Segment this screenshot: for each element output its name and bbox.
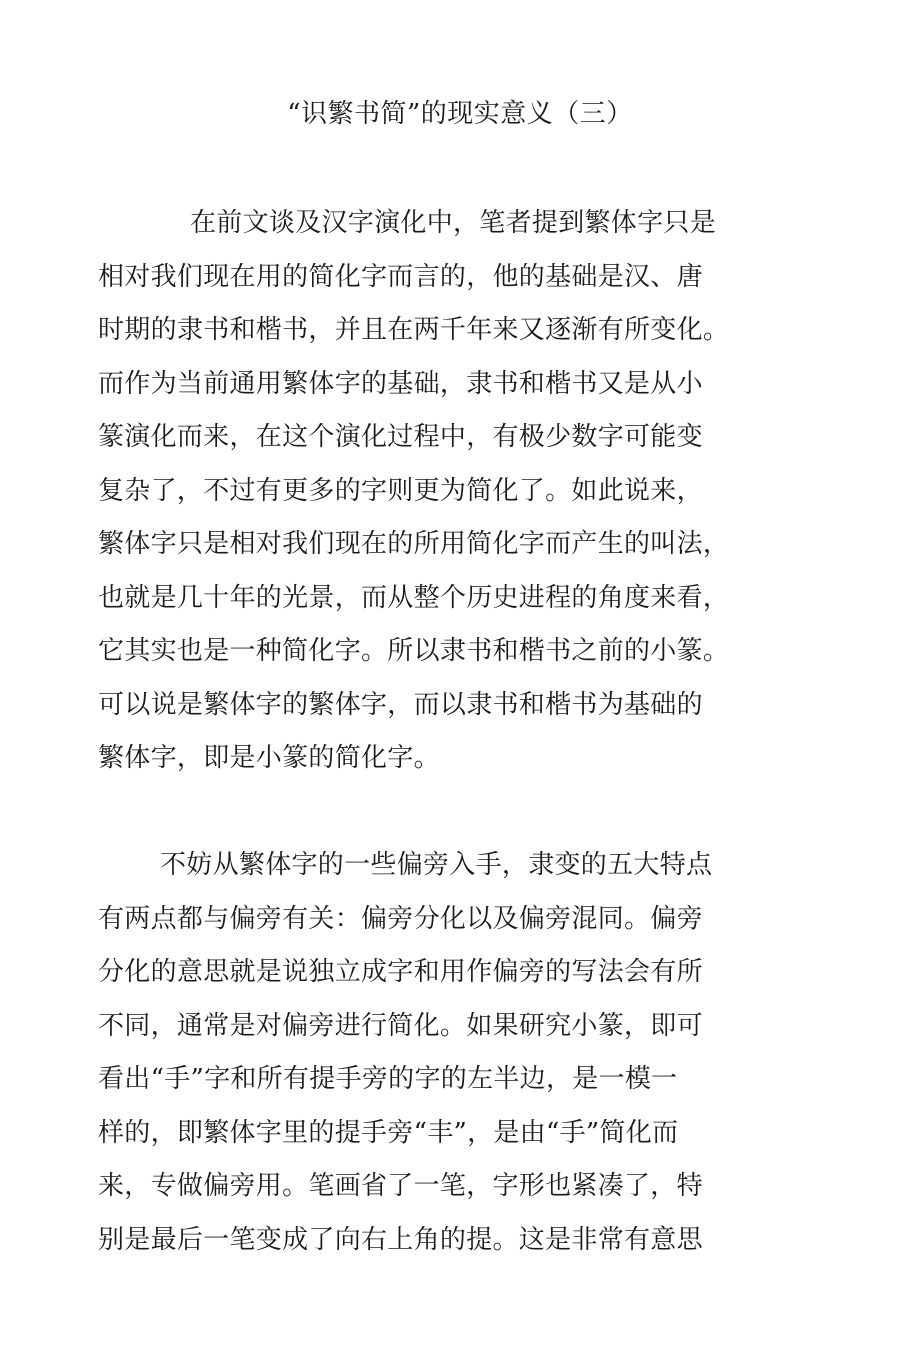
paragraph-line: 可以说是繁体字的繁体字，而以隶书和楷书为基础的: [98, 689, 703, 720]
paragraph-line: 样的，即繁体字里的提手旁“丰”，是由“手”简化而: [98, 1117, 679, 1148]
paragraph-line: 繁体字只是相对我们现在的所用简化字而产生的叫法，: [98, 529, 730, 559]
document-title: “识繁书简”的现实意义（三）: [287, 99, 633, 129]
paragraph-line: 分化的意思就是说独立成字和用作偏旁的写法会有所: [98, 957, 703, 987]
paragraph-line: 相对我们现在用的简化字而言的，他的基础是汉、唐: [98, 261, 703, 292]
paragraph-line: 别是最后一笔变成了向右上角的提。这是非常有意思: [98, 1224, 703, 1255]
paragraph-line: 也就是几十年的光景，而从整个历史进程的角度来看，: [98, 582, 730, 613]
paragraph-line: 而作为当前通用繁体字的基础，隶书和楷书又是从小: [98, 368, 703, 399]
paragraph-line: 来，专做偏旁用。笔画省了一笔，字形也紧凑了，特: [98, 1171, 703, 1201]
paragraph-line: 看出“手”字和所有提手旁的字的左半边，是一模一: [98, 1064, 678, 1094]
paragraph-line: 在前文谈及汉字演化中，笔者提到繁体字只是: [190, 208, 717, 238]
paragraph-line: 复杂了，不过有更多的字则更为简化了。如此说来，: [98, 475, 703, 506]
paragraph-line: 繁体字，即是小篆的简化字。: [98, 743, 440, 773]
paragraph-line: 它其实也是一种简化字。所以隶书和楷书之前的小篆。: [98, 636, 730, 666]
paragraph-1: [98, 197, 758, 786]
paragraph-line: 有两点都与偏旁有关：偏旁分化以及偏旁混同。偏旁: [98, 903, 703, 934]
paragraph-line: 篆演化而来，在这个演化过程中，有极少数字可能变: [98, 422, 703, 452]
paragraph-line: 时期的隶书和楷书，并且在两千年来又逐渐有所变化。: [98, 315, 730, 345]
paragraph-line: 不同，通常是对偏旁进行简化。如果研究小篆，即可: [98, 1010, 703, 1041]
paragraph-2: [98, 839, 758, 1267]
paragraph-line: 不妨从繁体字的一些偏旁入手，隶变的五大特点: [160, 850, 713, 880]
